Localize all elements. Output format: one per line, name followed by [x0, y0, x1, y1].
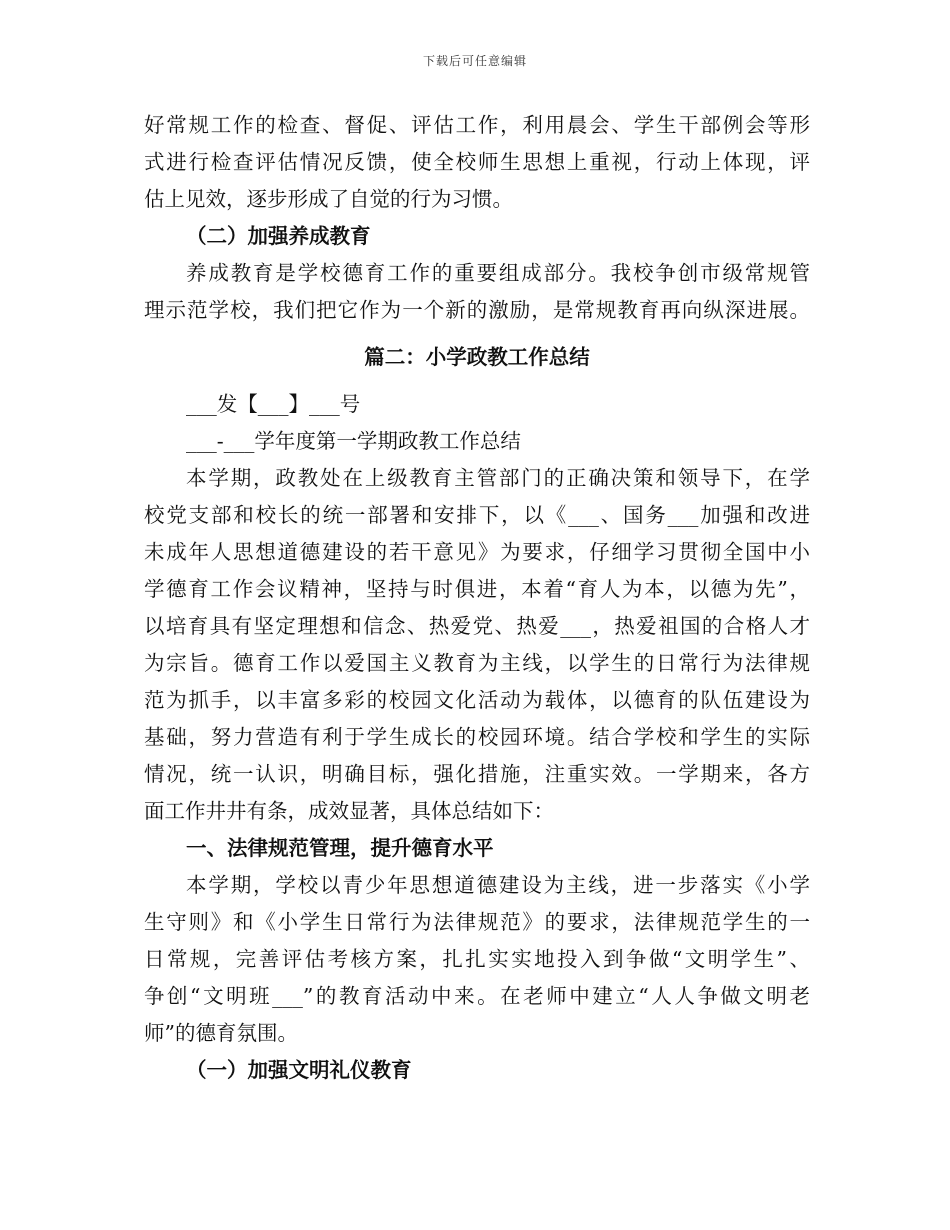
document-number: ___发【___】___号 — [186, 392, 361, 416]
paragraph-line: 基础，努力营造有利于学生成长的校园环境。结合学校和学生的实际 — [144, 725, 810, 749]
paragraph-line: 为宗旨。德育工作以爱国主义教育为主线，以学生的日常行为法律规 — [144, 651, 810, 675]
paragraph-line: 师”的德育氛围。 — [144, 1021, 298, 1045]
document-subtitle: ___-___学年度第一学期政教工作总结 — [186, 429, 521, 453]
paragraph-line: 本学期，政教处在上级教育主管部门的正确决策和领导下，在学 — [186, 466, 810, 490]
paragraph-line: 式进行检查评估情况反馈，使全校师生思想上重视，行动上体现，评 — [144, 150, 810, 174]
paragraph-line: 面工作井井有条，成效显著，具体总结如下： — [144, 799, 554, 823]
paragraph-line: 好常规工作的检查、督促、评估工作，利用晨会、学生干部例会等形 — [144, 113, 810, 137]
paragraph-line: 本学期，学校以青少年思想道德建设为主线，进一步落实《小学 — [186, 873, 810, 897]
paragraph-line: 日常规，完善评估考核方案，扎扎实实地投入到争做“文明学生”、 — [144, 947, 810, 971]
section-heading: （二）加强养成教育 — [186, 224, 371, 248]
paragraph-line: 学德育工作会议精神，坚持与时俱进，本着“育人为本，以德为先”， — [144, 577, 810, 601]
document-body — [144, 107, 810, 1089]
paragraph-line: 争创“文明班___”的教育活动中来。在老师中建立“人人争做文明老 — [144, 984, 810, 1008]
section-heading: 一、法律规范管理，提升德育水平 — [186, 836, 494, 860]
paragraph-line: 未成年人思想道德建设的若干意见》为要求，仔细学习贯彻全国中小 — [144, 540, 810, 564]
paragraph-line: 以培育具有坚定理想和信念、热爱党、热爱___，热爱祖国的合格人才 — [144, 614, 810, 638]
paragraph-line: 生守则》和《小学生日常行为法律规范》的要求，法律规范学生的一 — [144, 910, 810, 934]
section-heading: （一）加强文明礼仪教育 — [186, 1058, 412, 1082]
paragraph-line: 范为抓手，以丰富多彩的校园文化活动为载体，以德育的队伍建设为 — [144, 688, 810, 712]
paragraph-line: 养成教育是学校德育工作的重要组成部分。我校争创市级常规管 — [186, 261, 810, 285]
paragraph-line: 情况，统一认识，明确目标，强化措施，注重实效。一学期来，各方 — [144, 762, 810, 786]
page-header: 下载后可任意编辑 — [422, 54, 527, 68]
paragraph-line: 估上见效，逐步形成了自觉的行为习惯。 — [144, 187, 513, 211]
paragraph-line: 理示范学校，我们把它作为一个新的激励，是常规教育再向纵深进展。 — [144, 298, 810, 322]
paragraph-line: 校党支部和校长的统一部署和安排下，以《___、国务___加强和改进 — [144, 503, 810, 527]
article-title: 篇二：小学政教工作总结 — [364, 345, 590, 369]
